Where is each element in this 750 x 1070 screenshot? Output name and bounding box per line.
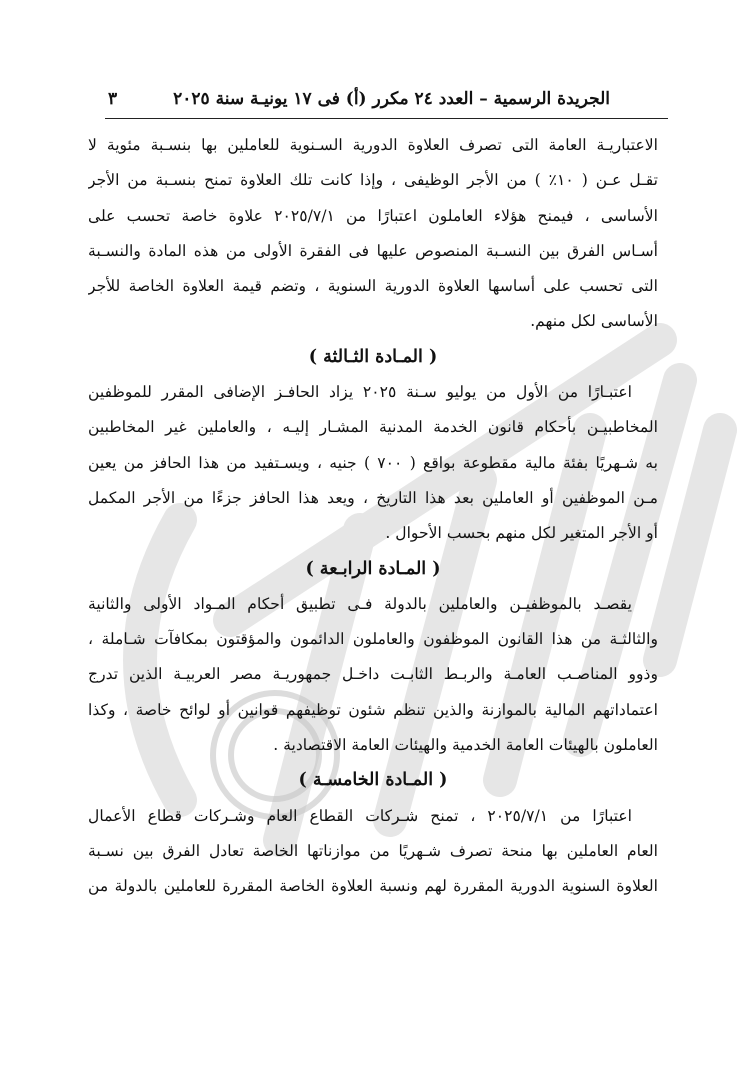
body-text-line: الأساسى لكل منهم. [530,312,658,331]
body-text-line: اعتبارًا من ٢٠٢٥/٧/١ ، تمنح شـركات القطاع العام وشـركات قطاع الأعمال [88,806,632,825]
body-text-line: اعتماداتهم المالية بالموازنة والذين تنظم شئون توظيفهم قوانين أو لوائح خاصة ، وكذا [88,700,658,719]
body-text-line: أسـاس الفرق بين النسـبة المنصوص عليها فى الفقرة الأولى من هذه المادة والنسـبة [88,241,658,260]
body-text-line: الأساسى ، فيمنح هؤلاء العاملون اعتبارًا من ٢٠٢٥/٧/١ علاوة خاصة تحسب على [88,206,658,225]
body-text-line: به شـهريًا بفئة مالية مقطوعة بواقع ( ٧٠٠ ) جنيه ، ويسـتفيد من هذا الحافز من يعين [88,453,658,472]
header-title: الجريدة الرسمية – العدد ٢٤ مكرر (أ) فى ١٧ يونيـة سنة ٢٠٢٥ [173,89,610,109]
body-text-line: العاملون بالهيئات العامة الخدمية والهيئات العامة الاقتصادية . [273,736,658,755]
body-text-line: تقـل عـن ( ١٠٪ ) من الأجر الوظيفى ، وإذا كانت تلك العلاوة تمنح بنسـبة من الأجر [88,171,658,190]
body-text-line: أو الأجر المتغير لكل منهم بحسب الأحوال . [385,524,658,543]
body-text-line: اعتبـارًا من الأول من يوليو سـنة ٢٠٢٥ يزاد الحافـز الإضافى المقرر للموظفين [88,383,632,402]
article-heading: ( المـادة الرابـعة ) [305,558,441,579]
body-text-line: المخاطبيـن بأحكام قانون الخدمة المدنية المشـار إليـه ، والعاملين غير المخاطبين [88,418,658,437]
header-divider [105,118,668,119]
body-text-line: الاعتباريـة العامة التى تصرف العلاوة الدورية السـنوية للعاملين بها بنسـبة مئوية لا [88,136,658,154]
article-heading: ( المـادة الثـالثة ) [308,346,438,367]
body-text-line: والثالثـة من هذا القانون الموظفون والعاملون الدائمون والمؤقتون بمكافآت شـاملة ، [88,630,658,649]
body-text-line: يقصـد بالموظفيـن والعاملين بالدولة فـى تطبيق أحكام المـواد الأولى والثانية [88,594,632,613]
body-text-line: مـن الموظفين أو العاملين بعد هذا التاريخ ، ويعد هذا الحافز جزءًا من الأجر المكمل [88,488,658,507]
body-text-line: العلاوة السنوية الدورية المقررة لهم ونسبة العلاوة الخاصة المقررة للعاملين بالدولة من [88,877,658,896]
body-text-line: التى تحسب على أساسها العلاوة الدورية السنوية ، وتضم قيمة العلاوة الخاصة للأجر [88,277,658,296]
document-body [88,128,658,905]
page-header [108,84,610,114]
page-number: ٣ [108,89,118,109]
article-heading: ( المـادة الخامسـة ) [298,770,448,791]
body-text-line: العام العاملين بها منحة تصرف شـهريًا من موازناتها الخاصة تعادل الفرق بين نسـبة [88,841,658,860]
body-text-line: وذوو المناصـب العامـة والربـط الثابـت داخـل جمهوريـة مصر العربيـة الذين تدرج [88,665,658,684]
